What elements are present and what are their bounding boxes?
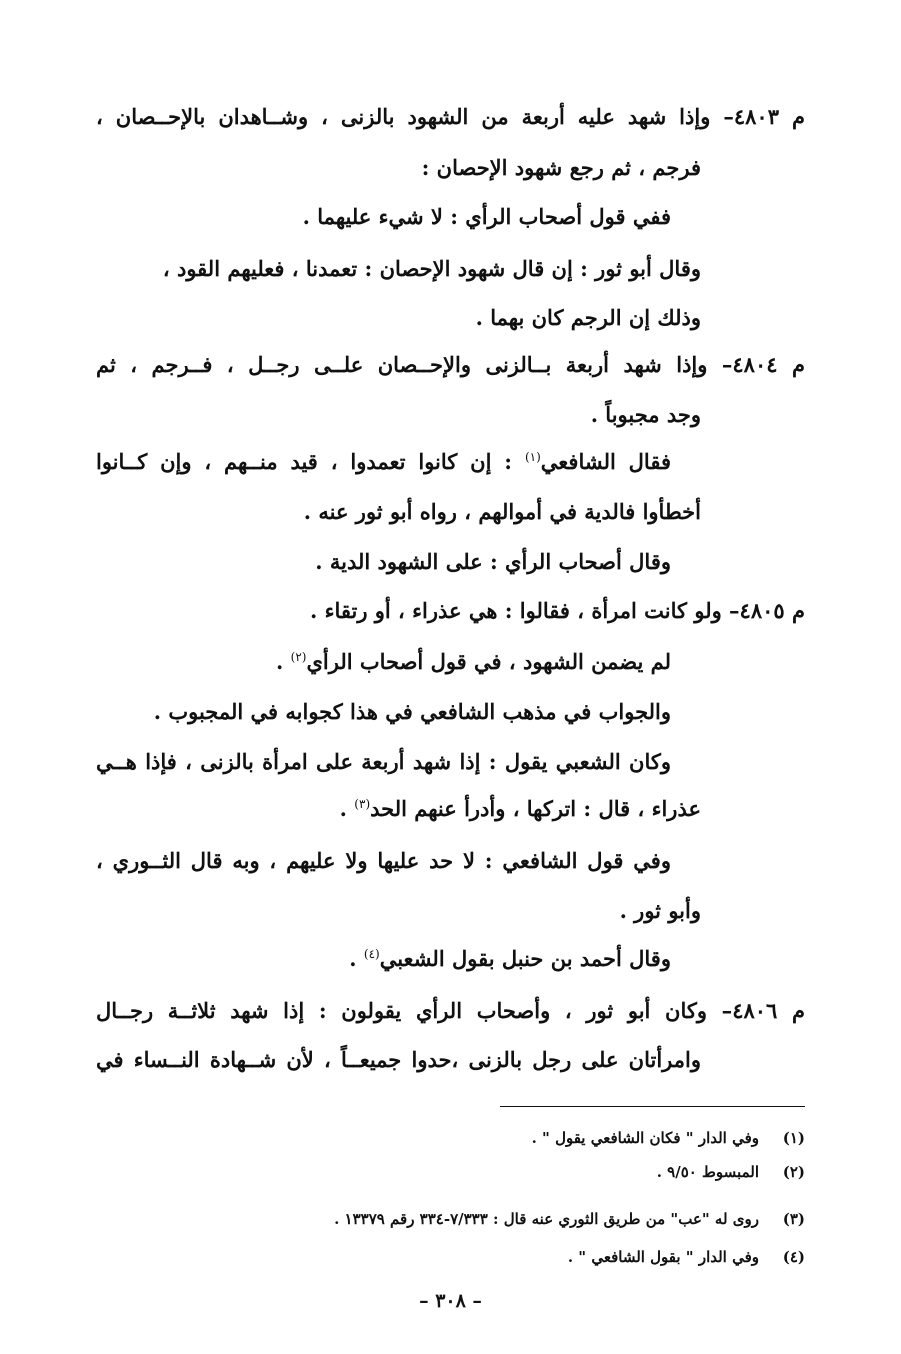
footnote-ref: (٣) <box>354 797 371 811</box>
footnote-ref: (١) <box>524 450 541 464</box>
text-line: وذلك إن الرجم كان بهما . <box>475 305 701 330</box>
text-segment: : إن كانوا تعمدوا ، قيد منــهم ، وإن كــانوا <box>96 449 525 474</box>
footnote-text: وفي الدار " فكان الشافعي يقول " . <box>531 1129 759 1147</box>
footnote-ref: (٢) <box>290 650 307 664</box>
footnote <box>532 1127 805 1149</box>
text-line: م ٤٨٠٥– ولو كانت امرأة ، فقالوا : هي عذراء ، أو رتقاء . <box>309 598 805 623</box>
text-line <box>349 944 671 974</box>
text-segment: لم يضمن الشهود ، في قول أصحاب الرأي <box>306 649 671 674</box>
text-line: وأبو ثور . <box>619 898 701 923</box>
footnote-text: روى له "عب" من طريق الثوري عنه قال : ٧/٣٣٣-٣٣٤ رقم ١٣٣٧٩ . <box>334 1210 759 1228</box>
text-line: وفي قول الشافعي : لا حد عليها ولا عليهم ، وبه قال الثــوري ، <box>96 848 671 873</box>
footnote-text: المبسوط ٩/٥٠ . <box>656 1163 759 1181</box>
footnote <box>657 1161 805 1183</box>
footnote <box>334 1208 805 1230</box>
text-line: م ٤٨٠٣– وإذا شهد عليه أربعة من الشهود بالزنى ، وشــاهدان بالإحــصان ، <box>96 104 805 129</box>
text-segment: وقال أحمد بن حنبل بقول الشعبي <box>379 946 671 971</box>
text-line: أخطأوا فالدية في أموالهم ، رواه أبو ثور عنه . <box>303 499 701 524</box>
text-line: ففي قول أصحاب الرأي : لا شيء عليهما . <box>302 204 671 229</box>
text-segment: عذراء ، قال : اتركها ، وأدرأ عنهم الحد <box>370 796 701 821</box>
footnote-ref: (٤) <box>363 947 380 961</box>
footnote <box>568 1246 805 1268</box>
footnote-number: (١) <box>782 1129 805 1147</box>
footnote-text: وفي الدار " بقول الشافعي " . <box>567 1248 759 1266</box>
text-line: والجواب في مذهب الشافعي في هذا كجوابه في المجبوب . <box>153 699 671 724</box>
text-line <box>340 794 701 824</box>
text-line: م ٤٨٠٦– وكان أبو ثور ، وأصحاب الرأي يقولون : إذا شهد ثلاثــة رجــال <box>96 998 805 1023</box>
page-number: – ٣٠٨ – <box>419 1290 482 1312</box>
footnote-number: (٤) <box>782 1248 805 1266</box>
text-segment: . <box>349 946 364 971</box>
text-line: وجد مجبوباً . <box>590 402 701 427</box>
text-segment: . <box>276 649 291 674</box>
footnote-divider <box>500 1106 805 1107</box>
text-line: م ٤٨٠٤– وإذا شهد أربعة بــالزنى والإحــصان علــى رجــل ، فــرجم ، ثم <box>96 352 805 377</box>
text-line: وكان الشعبي يقول : إذا شهد أربعة على امرأة بالزنى ، فإذا هــي <box>96 749 671 774</box>
text-line: وامرأتان على رجل بالزنى ،حدوا جميعــاً ، لأن شــهادة النــساء في <box>96 1047 701 1072</box>
footnote-number: (٢) <box>782 1163 805 1181</box>
text-line <box>276 647 671 677</box>
text-segment: فقال الشافعي <box>540 449 671 474</box>
text-line: فرجم ، ثم رجع شهود الإحصان : <box>421 155 701 180</box>
text-segment: . <box>339 796 355 821</box>
footnote-number: (٣) <box>782 1210 805 1228</box>
text-line: وقال أبو ثور : إن قال شهود الإحصان : تعمدنا ، فعليهم القود ، <box>162 256 701 281</box>
text-line <box>96 447 671 477</box>
text-line: وقال أصحاب الرأي : على الشهود الدية . <box>315 549 671 574</box>
